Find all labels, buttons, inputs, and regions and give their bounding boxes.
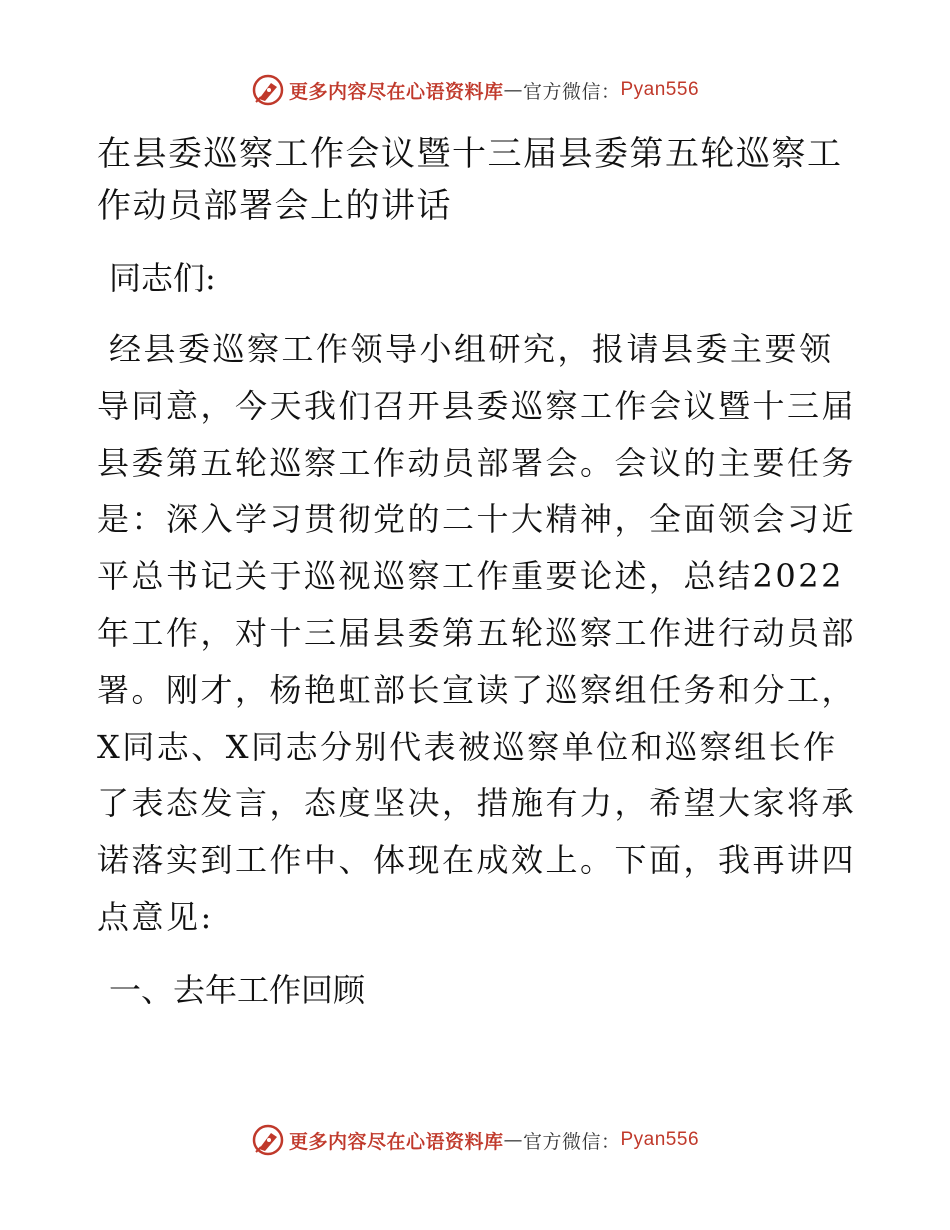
watermark-wechat-label: 官方微信： xyxy=(522,80,621,103)
footer-watermark xyxy=(0,1123,950,1157)
watermark-main-text: 更多内容尽在心语资料库 xyxy=(288,80,504,103)
pen-nib-icon xyxy=(251,73,285,107)
body-paragraph: 经县委巡察工作领导小组研究，报请县委主要领导同意，今天我们召开县委巡察工作会议暨十三届县委第五轮巡察工作动员部署会。会议的主要任务是：深入学习贯彻党的二十大精神，全面领会习近平总书记关于巡视巡察工作重要论述，总结2022年工作，对十三届县委第五轮巡察工作进行动员部署。刚才，杨艳虹部长宣读了巡察组任务和分工，X同志、X同志分别代表被巡察单位和巡察组长作了表态发言，态度坚决，措施有力，希望大家将承诺落实到工作中、体现在成效上。下面，我再讲四点意见: xyxy=(97,330,857,936)
watermark-wechat-id: Pyan556 xyxy=(620,1129,700,1150)
pen-nib-icon xyxy=(251,1123,285,1157)
watermark-wechat-label: 官方微信： xyxy=(522,1130,621,1153)
watermark-wechat-id: Pyan556 xyxy=(620,79,700,100)
watermark-separator: — xyxy=(503,79,523,101)
greeting: 同志们: xyxy=(109,259,216,297)
document-body xyxy=(97,128,857,1019)
document-title: 在县委巡察工作会议暨十三届县委第五轮巡察工作动员部署会上的讲话 xyxy=(97,134,843,226)
watermark-separator: — xyxy=(503,1129,523,1151)
watermark-main-text: 更多内容尽在心语资料库 xyxy=(288,1130,504,1153)
header-watermark xyxy=(0,73,950,107)
section-heading: 一、去年工作回顾 xyxy=(109,970,366,1009)
